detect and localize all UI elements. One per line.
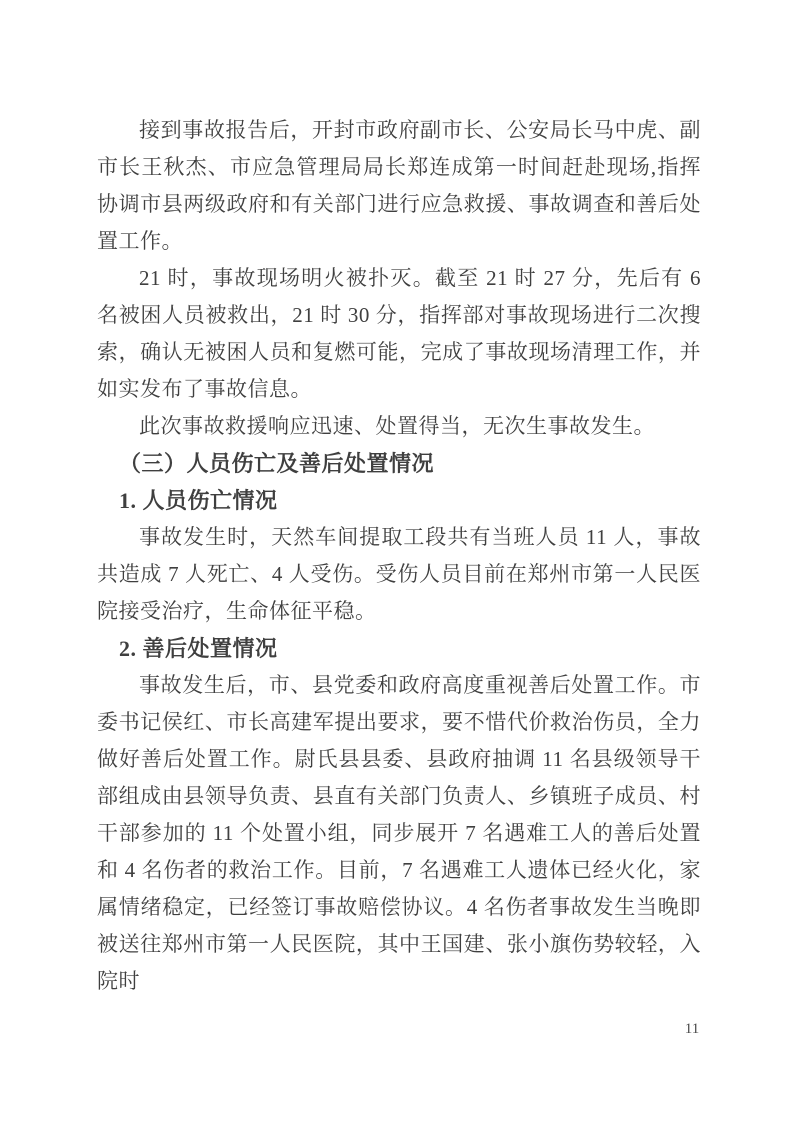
- paragraph-fire-extinguished: 21 时，事故现场明火被扑灭。截至 21 时 27 分，先后有 6 名被困人员被救出，21 时 30 分，指挥部对事故现场进行二次搜索，确认无被困人员和复燃可能，完成了事故现场清理工作，并如实发布了事故信息。: [97, 266, 701, 401]
- paragraph-aftermath-details: 事故发生后，市、县党委和政府高度重视善后处置工作。市委书记侯红、市长高建军提出要求，要不惜代价救治伤员，全力做好善后处置工作。尉氏县县委、县政府抽调 11 名县级领导干部组成由县领导负责、县直有关部门负责人、乡镇班子成员、村干部参加的 11 个处置小组，同步展开 7 名遇难工人的善后处置和 4 名伤者的救治工作。目前，7 名遇难工人遗体已经火化，家属情绪稳定，已经签订事故赔偿协议。4 名伤者事故发生当晚即被送往郑州市第一人民医院，其中王国建、张小旗伤势较轻，入院时: [97, 673, 701, 993]
- subsection-heading-aftermath-handling: 2. 善后处置情况: [119, 636, 278, 661]
- paragraph-rescue-summary: 此次事故救援响应迅速、处置得当，无次生事故发生。: [139, 414, 655, 438]
- subsection-heading-casualty-situation: 1. 人员伤亡情况: [119, 488, 278, 513]
- page-number: 11: [684, 1021, 700, 1037]
- document-body: [97, 112, 701, 1000]
- paragraph-emergency-response: 接到事故报告后，开封市政府副市长、公安局长马中虎、副市长王秋杰、市应急管理局局长郑连成第一时间赶赴现场,指挥协调市县两级政府和有关部门进行应急救援、事故调查和善后处置工作。: [97, 118, 701, 253]
- paragraph-casualty-details: 事故发生时，天然车间提取工段共有当班人员 11 人，事故共造成 7 人死亡、4 人受伤。受伤人员目前在郑州市第一人民医院接受治疗，生命体征平稳。: [97, 525, 701, 623]
- section-heading-casualties-and-aftermath: （三）人员伤亡及善后处置情况: [119, 451, 435, 476]
